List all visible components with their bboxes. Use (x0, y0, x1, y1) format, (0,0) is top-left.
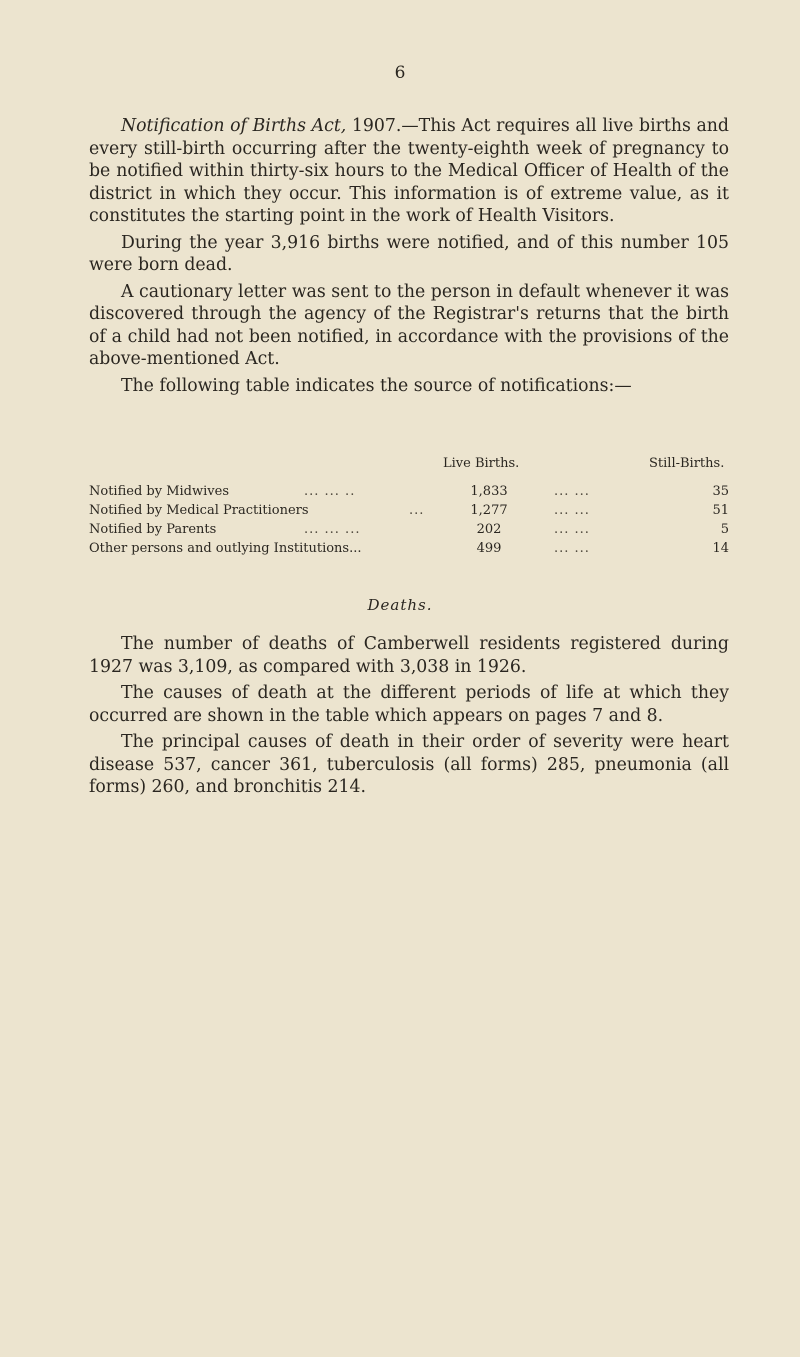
table-row (89, 539, 764, 558)
live-births-value: 1,277 (470, 503, 508, 518)
intro-paragraph-3: A cautionary letter was sent to the person in default whenever it was discovered through the agency of the Registrar's returns that the birth of a child had not been notified, in accordance with the provisions of the above-mentioned Act. (89, 281, 729, 369)
intro-paragraph-1 (89, 115, 729, 228)
intro-paragraph-1-text: 1907.—This Act requires all live births and every still-birth occurring after the twenty-eighth week of pregnancy to be notified within thirty-six hours to the Medical Officer of Health of the district in which they occur. This information is of extreme value, as it constitutes the starting point in the work of Health Visitors. (89, 116, 729, 226)
header-live-births: Live Births. (443, 456, 520, 471)
row-label: Notified by Medical Practitioners (89, 503, 309, 518)
row-label: Notified by Parents (89, 522, 217, 537)
row-label: Other persons and outlying Institutions... (89, 541, 362, 556)
leader-dots: ... ... (554, 503, 590, 518)
live-births-value: 202 (476, 522, 502, 537)
notifications-table (89, 454, 764, 558)
deaths-section (89, 633, 729, 803)
deaths-heading: Deaths. (367, 596, 433, 614)
table-row (89, 520, 764, 539)
leader-dots: ... (409, 503, 425, 518)
live-births-value: 1,833 (470, 484, 508, 499)
leader-dots: ... ... .. (304, 484, 356, 499)
intro-paragraph-4: The following table indicates the source of notifications:— (121, 375, 632, 396)
intro-paragraph-2: During the year 3,916 births were notified, and of this number 105 were born dead. (89, 232, 729, 275)
leader-dots: ... ... ... (304, 522, 361, 537)
deaths-paragraph-2: The causes of death at the different periods of life at which they occurred are shown in the table which appears on pages 7 and 8. (89, 683, 729, 726)
row-label: Notified by Midwives (89, 484, 229, 499)
still-births-value: 51 (712, 503, 729, 518)
still-births-value: 5 (720, 522, 729, 537)
still-births-value: 35 (712, 484, 729, 499)
deaths-paragraph-3: The principal causes of death in their order of severity were heart disease 537, cancer 361, tuberculosis (all forms) 285, pneumonia (all forms) 260, and bronchitis 214. (89, 732, 729, 797)
deaths-paragraph-1: The number of deaths of Camberwell residents registered during 1927 was 3,109, as compared with 3,038 in 1926. (89, 634, 729, 677)
header-still-births: Still-Births. (649, 456, 725, 471)
table-row (89, 482, 764, 501)
intro-section (89, 115, 729, 401)
act-title: Notification of Births Act, (121, 116, 347, 136)
table-header-row (89, 454, 764, 482)
leader-dots: ... ... (554, 484, 590, 499)
table-row (89, 501, 764, 520)
live-births-value: 499 (476, 541, 502, 556)
leader-dots: ... ... (554, 522, 590, 537)
page-number: 6 (394, 63, 406, 83)
still-births-value: 14 (712, 541, 729, 556)
leader-dots: ... ... (554, 541, 590, 556)
